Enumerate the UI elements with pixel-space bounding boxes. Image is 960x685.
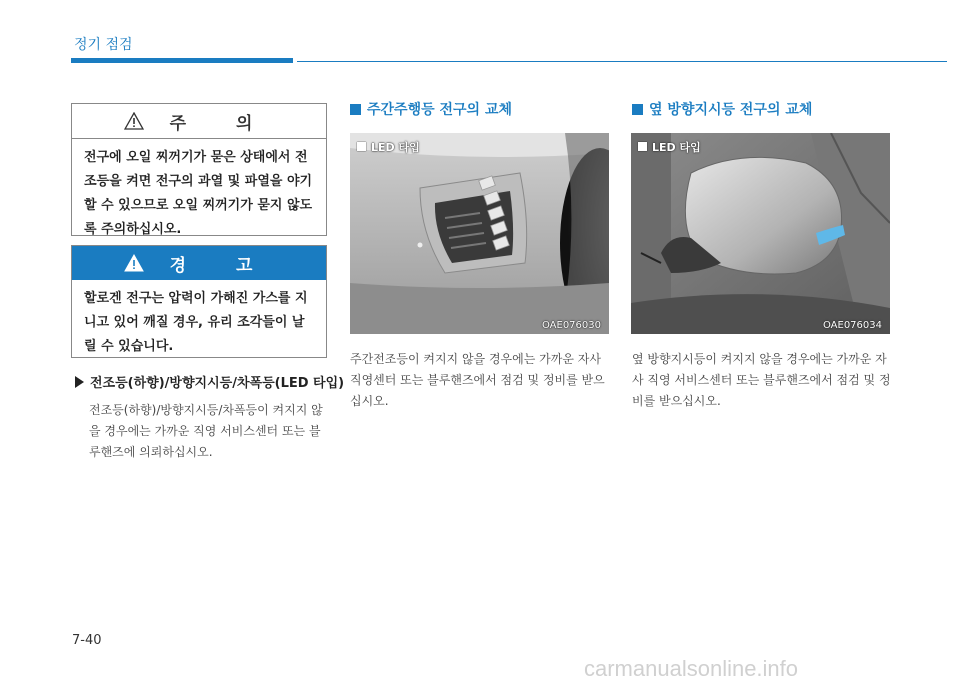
square-bullet-icon: [632, 104, 643, 115]
section-title: 정기 점검: [74, 37, 133, 53]
drl-heading-text: 주간주행등 전구의 교체: [367, 102, 512, 118]
spec-heading: [75, 372, 344, 391]
side-tag-text: LED 타입: [652, 141, 701, 154]
caution-text: 전구에 오일 찌꺼기가 묻은 상태에서 전조등을 켜면 전구의 과열 및 파열을 야기할 수 있으므로 오일 찌꺼기가 묻지 않도록 주의하십시오.: [84, 150, 313, 237]
drl-photo-code: OAE076030: [541, 320, 601, 331]
drl-illustration: [350, 133, 609, 334]
spec-text: 전조등(하향)/방향지시등/차폭등이 켜지지 않을 경우에는 가까운 직영 서비스센터 또는 블루핸즈에 의뢰하십시오.: [89, 403, 323, 459]
page-number: 7-40: [72, 633, 102, 648]
spec-heading-text: 전조등(하향)/방향지시등/차폭등(LED 타입): [90, 376, 345, 391]
drl-photo: [350, 133, 609, 334]
caution-box: [71, 103, 327, 236]
caution-title: 주 의: [169, 113, 275, 134]
square-bullet-icon: [357, 142, 366, 151]
side-mirror-illustration: [631, 133, 890, 334]
warning-triangle-icon: [124, 112, 144, 130]
drl-caption: 주간전조등이 켜지지 않을 경우에는 가까운 자사 직영센터 또는 블루핸즈에서 점검 및 정비를 받으십시오.: [350, 352, 605, 408]
square-bullet-icon: [350, 104, 361, 115]
warning-header: [72, 246, 326, 280]
warning-box: [71, 245, 327, 358]
drl-heading: [350, 99, 512, 119]
warning-title: 경 고: [169, 255, 275, 276]
warning-text: 할로겐 전구는 압력이 가해진 가스를 지니고 있어 깨질 경우, 유리 조각들이 날릴 수 있습니다.: [84, 291, 308, 354]
drl-photo-tag: [357, 139, 420, 155]
side-photo-tag: [638, 139, 701, 155]
drl-tag-text: LED 타입: [371, 141, 420, 154]
caution-header: [72, 104, 326, 139]
side-photo-code: OAE076034: [822, 320, 882, 331]
side-heading-text: 옆 방향지시등 전구의 교체: [649, 102, 813, 118]
header-rule-thin: [297, 61, 947, 62]
watermark: carmanualsonline.info: [584, 656, 799, 681]
warning-triangle-icon: [124, 254, 144, 272]
side-photo: [631, 133, 890, 334]
side-caption: 옆 방향지시등이 켜지지 않을 경우에는 가까운 자사 직영 서비스센터 또는 블루핸즈에서 점검 및 정비를 받으십시오.: [632, 352, 891, 408]
arrow-right-icon: [75, 376, 84, 388]
header-rule-thick: [71, 58, 293, 63]
square-bullet-icon: [638, 142, 647, 151]
side-heading: [632, 99, 812, 119]
